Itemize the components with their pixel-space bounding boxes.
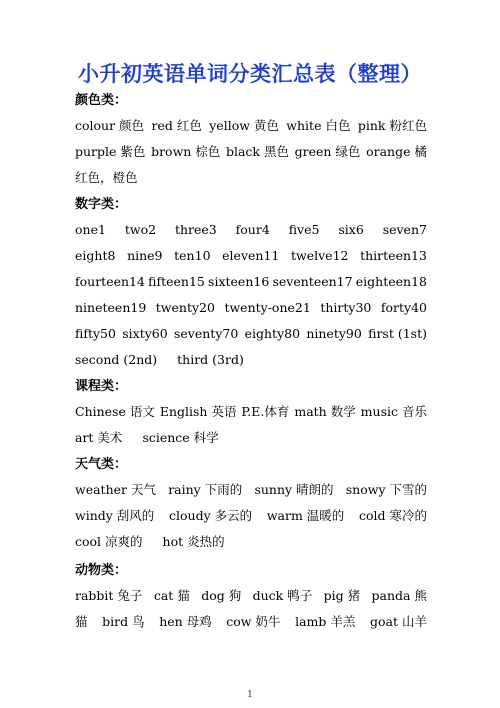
section-0 — [75, 90, 427, 190]
word-entry: sixteen16 — [208, 273, 270, 289]
word-entry: white 白色 — [286, 118, 351, 133]
word-entry: hen 母鸡 — [159, 614, 212, 629]
word-line — [75, 608, 427, 634]
word-entry: P.E.体育 — [241, 404, 290, 419]
section-heading: 课程类： — [75, 379, 128, 394]
word-entry: red 红色 — [151, 118, 202, 133]
word-entry: warm 温暖的 — [266, 508, 345, 523]
word-entry: windy 刮风的 — [75, 508, 155, 523]
word-line — [75, 138, 427, 164]
word-entry: lamb 羊羔 — [295, 614, 356, 629]
word-entry: purple 紫色 — [75, 144, 146, 159]
word-entry: eighty80 — [244, 325, 301, 341]
word-entry: twenty20 — [155, 299, 215, 315]
section-2 — [75, 376, 427, 450]
word-entry: orange 橘 — [366, 144, 427, 159]
word-entry: twelve12 — [291, 247, 349, 263]
word-entry: nineteen19 — [75, 299, 147, 315]
word-entry: bird 鸟 — [102, 614, 145, 629]
word-entry: sixty60 — [122, 325, 168, 341]
word-entry: seven7 — [382, 221, 427, 237]
word-entry: Chinese 语文 — [75, 404, 155, 419]
section-3 — [75, 454, 427, 554]
word-entry: fourteen14 — [75, 273, 145, 289]
word-line — [75, 346, 427, 372]
section-heading: 数字类： — [75, 197, 128, 212]
word-entry: art 美术 — [75, 430, 123, 445]
word-entry: dog 狗 — [201, 588, 242, 603]
word-entry: nine9 — [127, 247, 163, 263]
word-entry: brown 棕色 — [151, 144, 221, 159]
word-line — [75, 424, 427, 450]
word-entry: weather 天气 — [75, 482, 156, 497]
word-entry: seventeen17 — [272, 273, 353, 289]
word-line — [75, 502, 427, 528]
word-entry: yellow 黄色 — [209, 118, 279, 133]
word-entry: eighteen18 — [355, 273, 427, 289]
word-entry: pig 猪 — [323, 588, 361, 603]
word-entry: snowy 下雪的 — [345, 482, 427, 497]
word-line — [75, 582, 427, 608]
word-entry: black 黑色 — [225, 144, 289, 159]
word-entry: goat 山羊 — [369, 614, 427, 629]
word-entry: ten10 — [174, 247, 211, 263]
word-entry: 红色，橙色 — [75, 170, 138, 185]
word-entry: eleven11 — [222, 247, 280, 263]
word-line — [75, 268, 427, 294]
word-entry: first (1st) — [368, 325, 427, 341]
word-entry: English 英语 — [159, 404, 237, 419]
word-entry: pink 粉红色 — [357, 118, 427, 133]
word-line — [75, 528, 427, 554]
word-entry: eight8 — [75, 247, 116, 263]
word-entry: thirty30 — [320, 299, 372, 315]
word-entry: two2 — [124, 221, 157, 237]
word-entry: math 数学 — [294, 404, 356, 419]
page-number: 1 — [247, 690, 253, 700]
word-entry: ninety90 — [306, 325, 362, 341]
word-entry: seventy70 — [173, 325, 239, 341]
word-entry: colour 颜色 — [75, 118, 145, 133]
word-entry: science 科学 — [142, 430, 219, 445]
word-entry: green 绿色 — [294, 144, 361, 159]
word-entry: 猫 — [75, 614, 88, 629]
word-line — [75, 164, 427, 190]
word-entry: sunny 晴朗的 — [254, 482, 334, 497]
word-entry: cloudy 多云的 — [169, 508, 253, 523]
section-1 — [75, 194, 427, 372]
word-entry: fifty50 — [75, 325, 116, 341]
section-heading: 动物类： — [75, 563, 128, 578]
section-heading: 颜色类： — [75, 93, 128, 108]
word-entry: six6 — [338, 221, 364, 237]
word-entry: cool 凉爽的 — [75, 534, 143, 549]
word-line — [75, 294, 427, 320]
word-entry: third (3rd) — [177, 351, 244, 367]
word-entry: fifteen15 — [148, 273, 205, 289]
word-entry: one1 — [75, 221, 106, 237]
word-line — [75, 112, 427, 138]
word-line — [75, 398, 427, 424]
word-entry: rabbit 兔子 — [75, 588, 143, 603]
word-line — [75, 476, 427, 502]
section-4 — [75, 560, 427, 634]
word-entry: three3 — [174, 221, 217, 237]
page-title: 小升初英语单词分类汇总表（整理） — [78, 61, 422, 86]
word-entry: forty40 — [380, 299, 427, 315]
word-entry: five5 — [288, 221, 320, 237]
word-entry: duck 鸭子 — [252, 588, 313, 603]
word-line — [75, 216, 427, 242]
word-entry: hot 炎热的 — [162, 534, 225, 549]
word-line — [75, 242, 427, 268]
word-entry: music 音乐 — [360, 404, 427, 419]
word-entry: second (2nd) — [75, 351, 158, 367]
word-entry: rainy 下雨的 — [168, 482, 243, 497]
word-entry: twenty-one21 — [224, 299, 311, 315]
word-entry: thirteen13 — [360, 247, 427, 263]
word-entry: four4 — [235, 221, 270, 237]
section-heading: 天气类： — [75, 457, 128, 472]
word-entry: cat 猫 — [153, 588, 190, 603]
word-entry: panda 熊 — [371, 588, 427, 603]
word-line — [75, 320, 427, 346]
word-entry: cow 奶牛 — [226, 614, 281, 629]
word-entry: cold 寒冷的 — [359, 508, 427, 523]
